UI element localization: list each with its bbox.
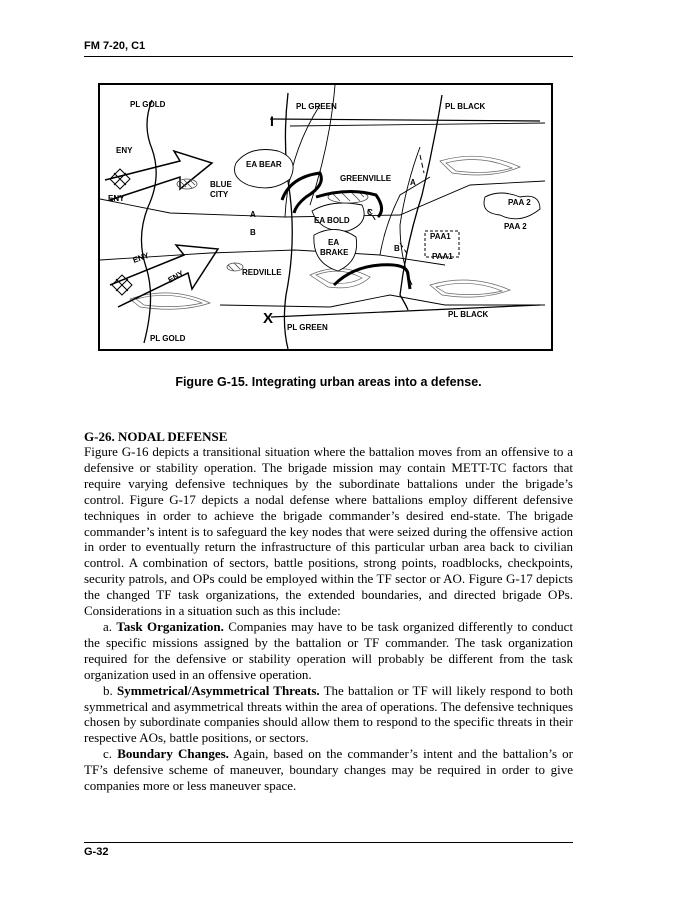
enemy-units bbox=[110, 169, 132, 295]
enemy-attack-arrows bbox=[105, 151, 218, 307]
item-a-paragraph bbox=[84, 619, 573, 683]
enemy-arrow-lower bbox=[110, 245, 218, 307]
label-eny-3: ENY bbox=[131, 250, 151, 265]
label-eny-2: ENY bbox=[108, 194, 125, 203]
intro-paragraph: Figure G-16 depicts a transitional situation where the battalion moves from an offensive to a defensive or stability operation. The brigade mission may contain METT-TC factors that require varying defensive techniques by the subordinate battalions under the brigade’s control. Figure G-17 depicts a nodal defense where battalions employ different defensive techniques in order to achieve the brigade commander’s desired end-state. The brigade commander’s intent is to safeguard the key nodes that were seized during the offensive action in order to eventually return the infrastructure of this particular urban area back to civilian control. A combination of sectors, battle positions, strong points, roadblocks, checkpoints, security patrols, and OPs could be employed within the TF sector or AO. Figure G-17 depicts the changed TF task organizations, the extended boundaries, and directed brigade OPs. Considerations in a situation such as this include: bbox=[84, 444, 573, 619]
phase-line-black bbox=[400, 95, 442, 310]
label-blue: BLUE bbox=[210, 180, 232, 189]
sector-lines bbox=[368, 155, 424, 255]
item-c-title: Boundary Changes. bbox=[117, 746, 229, 762]
item-b-letter: b. bbox=[103, 682, 113, 698]
label-pl-black-top: PL BLACK bbox=[445, 102, 486, 111]
road bbox=[220, 295, 545, 307]
label-b-2: B bbox=[394, 244, 400, 253]
section-heading: G-26. NODAL DEFENSE bbox=[84, 429, 228, 444]
item-b-paragraph bbox=[84, 683, 573, 747]
label-pl-black-bottom: PL BLACK bbox=[448, 310, 489, 319]
label-city: CITY bbox=[210, 190, 229, 199]
tactical-map bbox=[100, 85, 551, 349]
item-a-title: Task Organization. bbox=[116, 618, 224, 634]
label-pl-green-top: PL GREEN bbox=[296, 102, 337, 111]
running-header: FM 7-20, C1 bbox=[84, 40, 146, 52]
item-c-letter: c. bbox=[103, 746, 113, 762]
phase-line-green bbox=[284, 93, 292, 349]
battle-position-3 bbox=[334, 265, 410, 289]
phase-line-gold bbox=[141, 100, 156, 343]
label-paa1-b: PAA1 bbox=[432, 252, 453, 261]
page-number: G-32 bbox=[84, 846, 109, 858]
road bbox=[380, 177, 430, 255]
label-b-1: B bbox=[250, 228, 256, 237]
section-body bbox=[84, 444, 573, 794]
label-c: C bbox=[367, 208, 373, 217]
label-pl-gold-bottom: PL GOLD bbox=[150, 334, 186, 343]
label-eny-4: ENY bbox=[166, 268, 186, 285]
item-a-letter: a. bbox=[103, 618, 113, 634]
label-ea-bold: EA BOLD bbox=[314, 216, 350, 225]
label-ea-brake-line2: BRAKE bbox=[320, 248, 349, 257]
label-greenville: GREENVILLE bbox=[340, 174, 392, 183]
item-c-paragraph bbox=[84, 746, 573, 794]
contour bbox=[136, 295, 202, 306]
label-a-2: A bbox=[250, 210, 256, 219]
label-eny-1: ENY bbox=[116, 146, 133, 155]
item-b-title: Symmetrical/Asymmetrical Threats. bbox=[116, 682, 320, 698]
label-paa2-a: PAA 2 bbox=[508, 198, 531, 207]
header-rule bbox=[84, 56, 573, 57]
label-pl-green-bottom: PL GREEN bbox=[287, 323, 328, 332]
enemy-arrow-upper bbox=[105, 151, 212, 200]
enemy-unit-symbol-1-mark bbox=[114, 173, 126, 185]
item-c-text: Again, based on the commander’s intent and the battalion’s or TF’s defensive scheme of maneuver, boundary changes may be required in order to give companies more or less maneuver space. bbox=[84, 746, 573, 794]
item-b-text: The battalion or TF will likely respond to both symmetrical and asymmetrical threats within the area of operations. The defensive techniques chosen by subordinate companies should allow them to respond to the specific threats in their respective AOs, battle positions, or sectors. bbox=[84, 682, 573, 746]
label-redville: REDVILLE bbox=[242, 268, 282, 277]
label-pl-gold-top: PL GOLD bbox=[130, 100, 166, 109]
label-paa1-a: PAA1 bbox=[430, 232, 451, 241]
item-a-text: Companies may have to be task organized differently to conduct the specific missions assigned by the battalion or TF commander. The task organization required for the defensive or stability operation will probably be different from the task organization used in an offensive operation. bbox=[84, 618, 573, 682]
road bbox=[290, 123, 545, 126]
label-ea-brake-line1: EA bbox=[328, 238, 340, 247]
sector-line bbox=[420, 155, 424, 173]
tactical-map-figure bbox=[98, 83, 553, 351]
figure-caption: Figure G-15. Integrating urban areas into a defense. bbox=[175, 375, 482, 389]
contour bbox=[436, 283, 502, 294]
contour bbox=[446, 159, 512, 172]
boundary-tick: I bbox=[270, 113, 274, 129]
label-a-1: A bbox=[410, 178, 416, 187]
boundary-x-symbol: X bbox=[263, 310, 274, 327]
road bbox=[400, 147, 420, 285]
label-ea-bear: EA BEAR bbox=[246, 160, 282, 169]
label-paa2-b: PAA 2 bbox=[504, 222, 527, 231]
footer-rule bbox=[84, 842, 573, 843]
